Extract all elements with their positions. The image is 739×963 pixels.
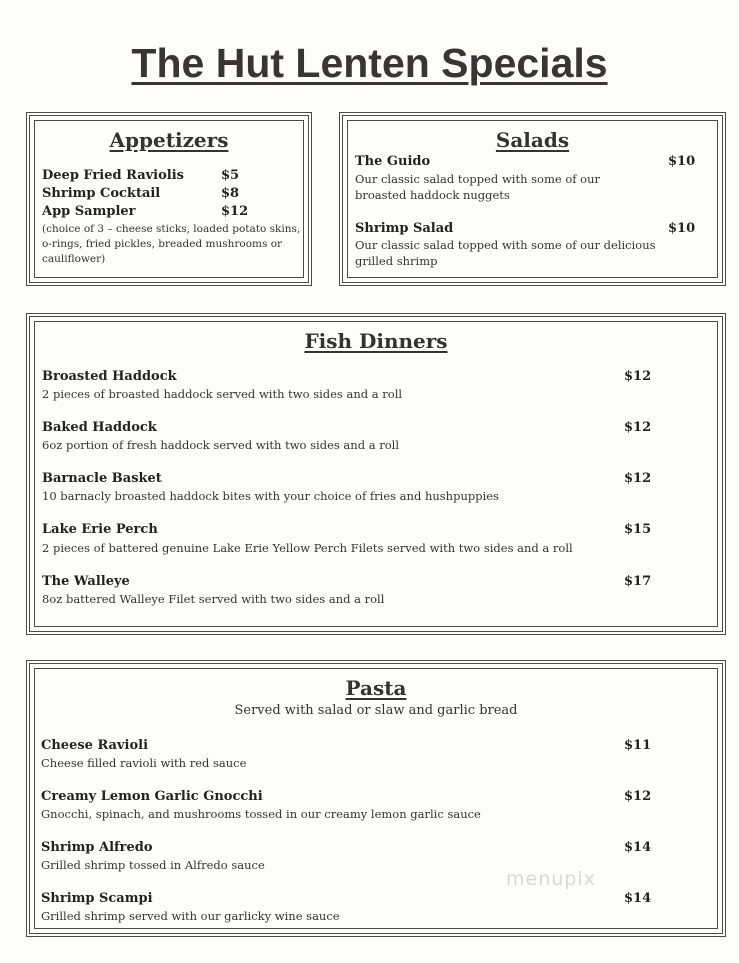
fish-dinners-section xyxy=(26,313,726,635)
pasta-subtitle: Served with salad or slaw and garlic bread xyxy=(234,703,518,718)
salad-description: grilled shrimp xyxy=(355,254,438,268)
pasta-price: $14 xyxy=(624,840,652,855)
sampler-note: o-rings, fried pickles, breaded mushrooms or xyxy=(42,238,283,250)
fish-dinner-name: Broasted Haddock xyxy=(42,369,177,384)
salad-description: broasted haddock nuggets xyxy=(355,188,510,202)
pasta-description: Cheese filled ravioli with red sauce xyxy=(41,756,247,770)
salad-name: The Guido xyxy=(355,154,431,169)
sampler-note: cauliflower) xyxy=(42,253,106,265)
pasta-heading: Pasta xyxy=(345,676,407,700)
fish-dinner-description: 2 pieces of battered genuine Lake Erie Yellow Perch Filets served with two sides and a roll xyxy=(42,541,573,555)
fish-dinner-name: Lake Erie Perch xyxy=(42,522,158,537)
pasta-name: Shrimp Alfredo xyxy=(41,840,153,855)
fish-dinner-price: $12 xyxy=(624,369,652,384)
appetizer-name: Shrimp Cocktail xyxy=(42,186,161,201)
appetizer-price: $12 xyxy=(221,204,249,219)
sampler-note: (choice of 3 – cheese sticks, loaded potato skins, xyxy=(42,223,301,235)
fish-dinner-description: 6oz portion of fresh haddock served with two sides and a roll xyxy=(42,438,399,452)
pasta-description: Gnocchi, spinach, and mushrooms tossed in our creamy lemon garlic sauce xyxy=(41,807,481,821)
fish-dinner-description: 2 pieces of broasted haddock served with two sides and a roll xyxy=(42,387,403,401)
pasta-section xyxy=(26,660,726,937)
salad-name: Shrimp Salad xyxy=(355,221,454,236)
fish-dinners-heading: Fish Dinners xyxy=(304,329,448,353)
pasta-name: Creamy Lemon Garlic Gnocchi xyxy=(41,789,263,804)
salads-heading: Salads xyxy=(495,128,570,152)
fish-dinner-name: Barnacle Basket xyxy=(42,471,162,486)
pasta-price: $14 xyxy=(624,891,652,906)
appetizers-heading: Appetizers xyxy=(109,128,229,152)
pasta-price: $11 xyxy=(624,738,652,753)
appetizers-section xyxy=(26,112,312,286)
fish-dinner-description: 8oz battered Walleye Filet served with two sides and a roll xyxy=(42,592,385,606)
fish-dinner-name: The Walleye xyxy=(42,574,130,589)
pasta-name: Shrimp Scampi xyxy=(41,891,153,906)
fish-dinner-name: Baked Haddock xyxy=(42,420,157,435)
salad-price: $10 xyxy=(668,154,696,169)
fish-dinner-price: $17 xyxy=(624,574,652,589)
appetizer-price: $5 xyxy=(221,168,240,183)
pasta-price: $12 xyxy=(624,789,652,804)
appetizer-name: App Sampler xyxy=(42,204,136,219)
pasta-name: Cheese Ravioli xyxy=(41,738,149,753)
pasta-description: Grilled shrimp served with our garlicky wine sauce xyxy=(41,909,340,923)
fish-dinner-price: $15 xyxy=(624,522,652,537)
menupix-watermark: menupix xyxy=(506,868,596,890)
salad-description: Our classic salad topped with some of our xyxy=(355,172,600,186)
appetizer-name: Deep Fried Raviolis xyxy=(42,168,184,183)
salad-description: Our classic salad topped with some of our delicious xyxy=(355,238,656,252)
fish-dinner-price: $12 xyxy=(624,471,652,486)
pasta-description: Grilled shrimp tossed in Alfredo sauce xyxy=(41,858,265,872)
appetizer-price: $8 xyxy=(221,186,240,201)
fish-dinner-description: 10 barnacly broasted haddock bites with your choice of fries and hushpuppies xyxy=(42,489,499,503)
menu-title: The Hut Lenten Specials xyxy=(131,40,608,86)
salad-price: $10 xyxy=(668,221,696,236)
fish-dinner-price: $12 xyxy=(624,420,652,435)
salads-section xyxy=(339,112,726,286)
